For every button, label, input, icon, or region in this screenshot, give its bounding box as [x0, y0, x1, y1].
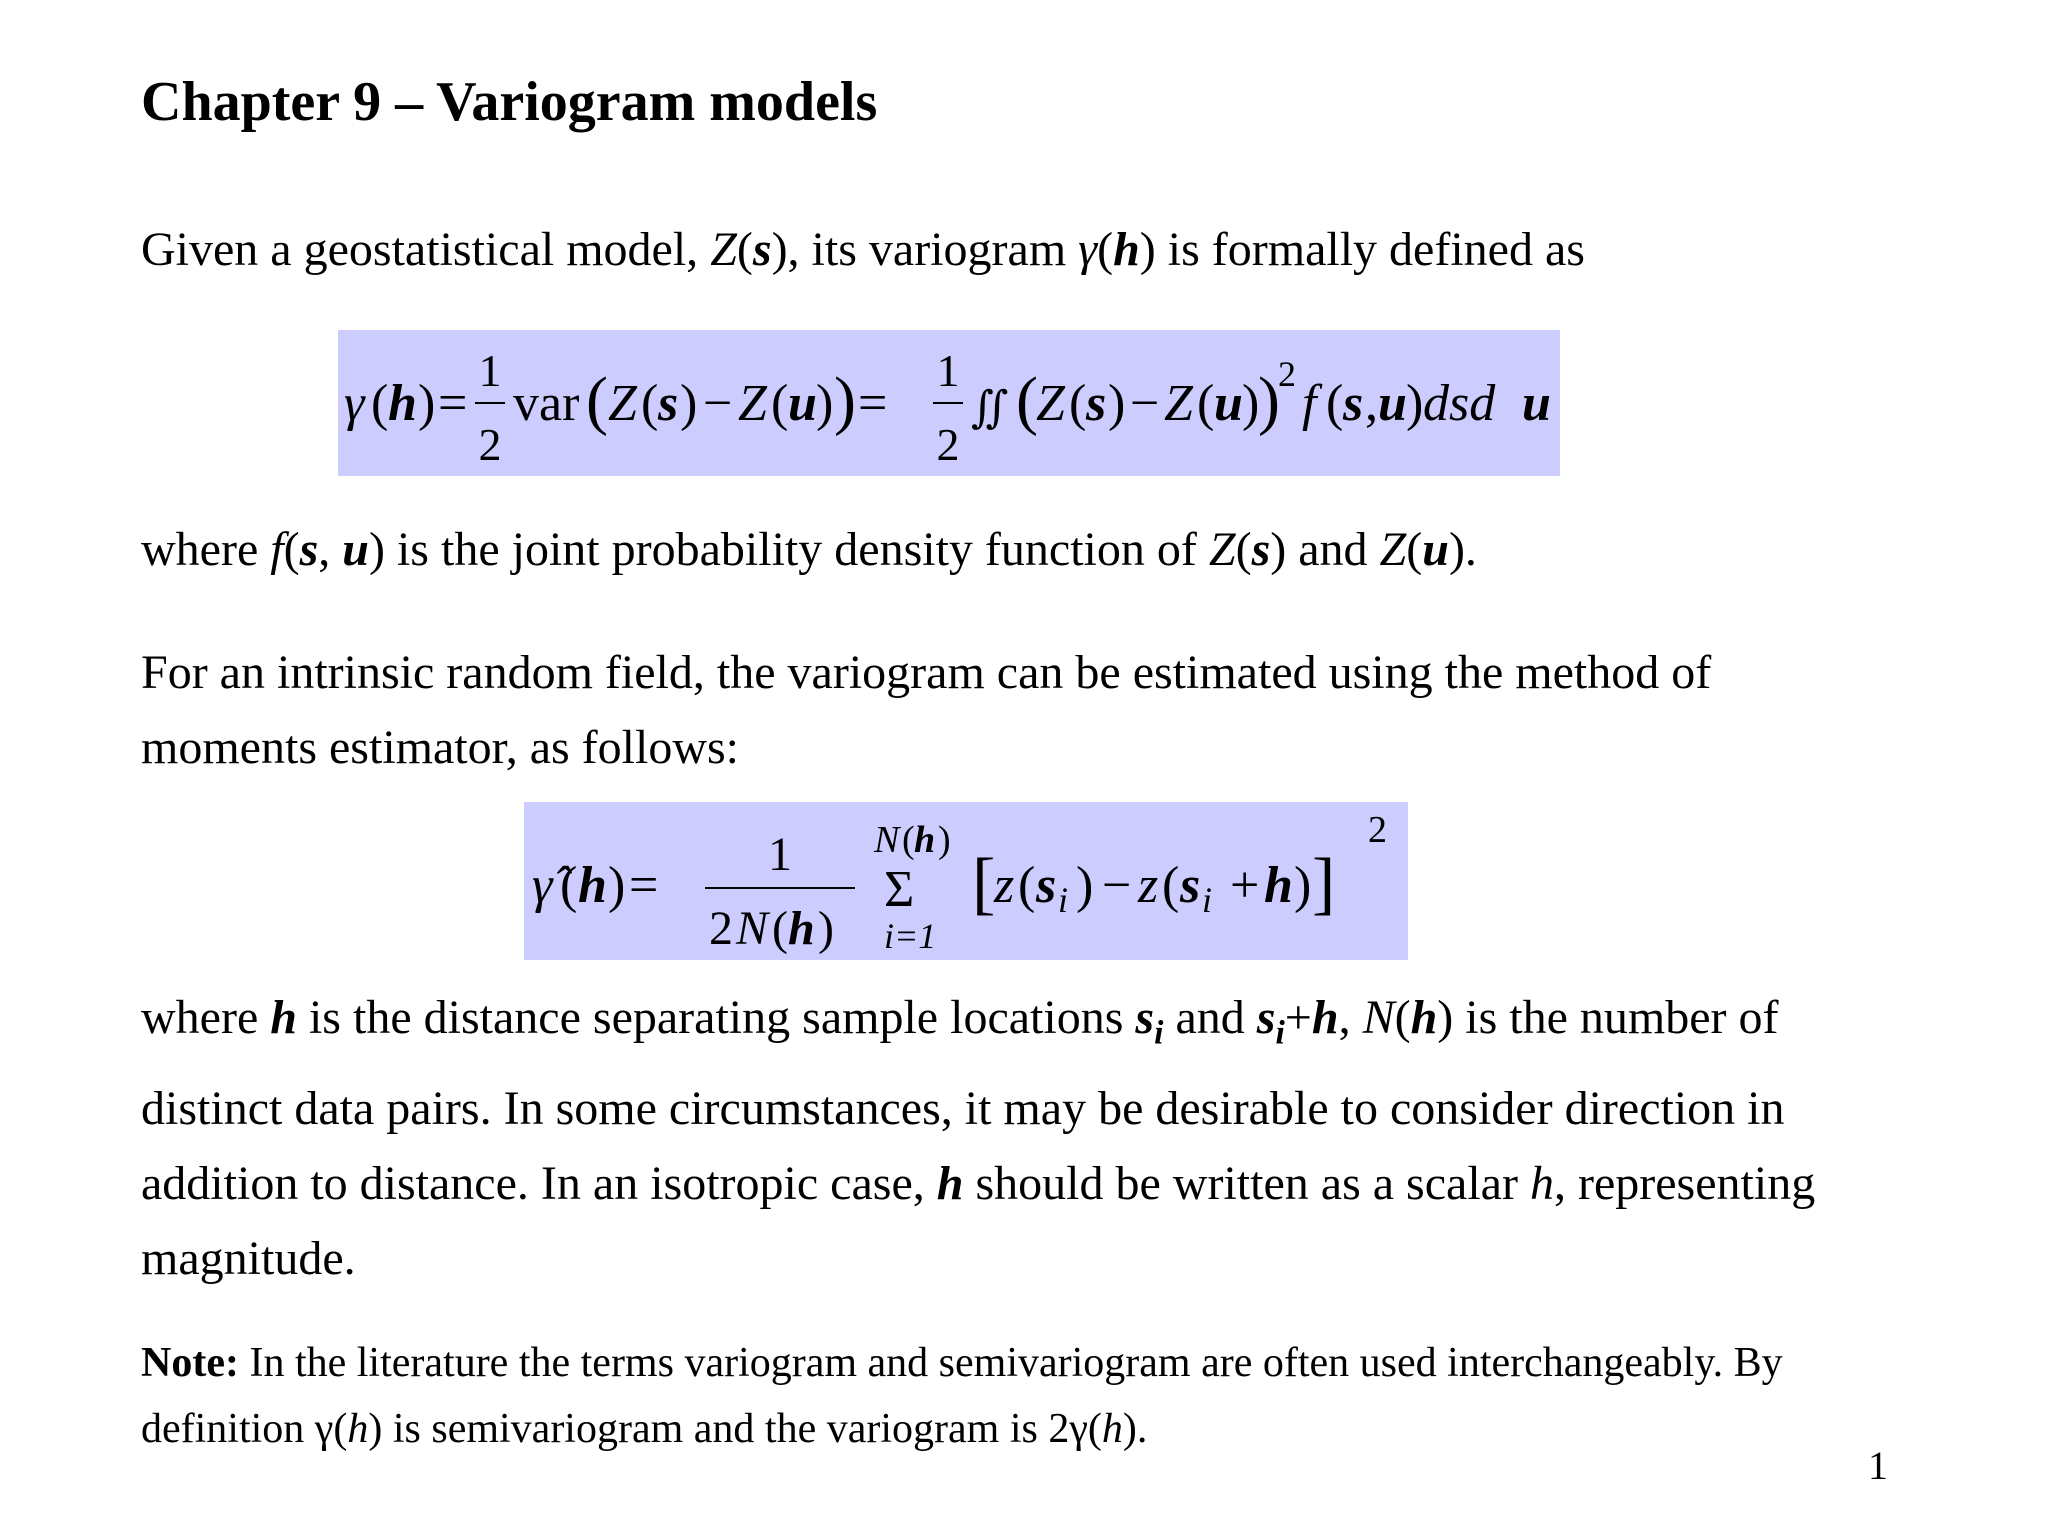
eq2-power: 2: [1368, 809, 1387, 851]
svg-text:(: (: [586, 364, 608, 437]
page-title: Chapter 9 – Variogram models: [141, 71, 878, 133]
intrinsic-paragraph: [141, 635, 1711, 785]
eq1-Z-3: Z: [1036, 375, 1065, 432]
note-label: Note:: [141, 1340, 239, 1386]
svg-text:): ): [1076, 857, 1094, 914]
eq1-u-1: u: [788, 375, 817, 432]
svg-text:(: (: [1197, 375, 1215, 432]
intro-h: h: [1113, 223, 1140, 276]
eq1-double-integral: ∬: [971, 383, 1009, 432]
eq2-i-1: i: [1058, 880, 1069, 920]
eq1-minus-2: −: [1130, 375, 1160, 432]
svg-text:): ): [938, 819, 951, 861]
eq1-f: f: [1302, 375, 1317, 432]
eq1-s-2: s: [1086, 375, 1107, 432]
eq1-var: var: [513, 375, 580, 432]
eq1-s-1: s: [658, 375, 679, 432]
eq1-gamma: γ: [344, 375, 365, 432]
eq2-h-2: h: [1264, 857, 1293, 914]
eq2-h-1: h: [578, 857, 607, 914]
svg-text:,: ,: [1365, 375, 1378, 432]
intro-text-3: ) is formally defined as: [1139, 223, 1585, 276]
intro-text-2: ), its variogram: [771, 223, 1079, 276]
distance-line-2: distinct data pairs. In some circumstances, it may be desirable to consider direction in: [141, 1081, 1785, 1135]
intro-text-1: Given a geostatistical model,: [141, 223, 711, 276]
eq1-power: 2: [1278, 354, 1296, 394]
eq1-u-3: u: [1378, 375, 1407, 432]
eq2-s-2: s: [1180, 857, 1201, 914]
eq1-Z-1: Z: [608, 375, 637, 432]
svg-text:]: ]: [1312, 845, 1336, 922]
eq2-z-2: z: [1138, 857, 1159, 914]
eq2-sum-upper-h: h: [914, 819, 936, 861]
eq2-frac-numerator: 1: [768, 828, 792, 881]
intro-s: s: [752, 223, 772, 276]
note-paragraph: [141, 1330, 1783, 1462]
svg-text:(: (: [371, 375, 389, 432]
intro-gamma: γ: [1078, 223, 1098, 276]
svg-text:(: (: [1326, 375, 1344, 432]
eq1-u-2: u: [1214, 375, 1243, 432]
svg-text:(: (: [641, 375, 659, 432]
svg-text:): ): [608, 857, 626, 914]
eq1-Z-2: Z: [738, 375, 767, 432]
eq2-plus: +: [1230, 857, 1260, 914]
eq2-equals: =: [629, 857, 659, 914]
joint-density-sentence: where f(s, u) is the joint probability density function of Z(s) and Z(u).: [141, 523, 1477, 576]
svg-text:(: (: [772, 902, 788, 955]
distance-line-4: magnitude.: [141, 1231, 356, 1285]
page-number: 1: [1868, 1443, 1888, 1488]
eq1-frac2-denominator: 2: [936, 419, 960, 470]
intrinsic-line-2: moments estimator, as follows:: [141, 721, 740, 774]
distance-paragraph: [141, 980, 1815, 1296]
eq1-equals-2: =: [858, 375, 888, 432]
eq1-frac2-numerator: 1: [936, 345, 960, 396]
svg-text:): ): [834, 364, 856, 437]
svg-text:): ): [680, 375, 698, 432]
svg-text:(: (: [1018, 857, 1036, 914]
svg-text:): ): [1294, 857, 1312, 914]
eq2-gamma-hat: γ̂: [532, 857, 553, 914]
eq2-sum-upper-N: N: [874, 819, 900, 861]
svg-text:): ): [818, 902, 834, 955]
svg-text:): ): [418, 375, 436, 432]
eq1-equals-1: =: [438, 375, 468, 432]
svg-text:): ): [1406, 375, 1424, 432]
eq2-frac-N: N: [736, 902, 769, 955]
eq1-frac1-numerator: 1: [478, 345, 502, 396]
svg-text:): ): [816, 375, 834, 432]
eq1-h: h: [388, 375, 417, 432]
eq2-frac-h: h: [788, 902, 815, 955]
eq1-u-end: u: [1522, 375, 1551, 432]
svg-text:(: (: [1016, 364, 1038, 437]
variogram-definition-equation: [338, 330, 1560, 476]
eq1-dsd: dsd: [1423, 375, 1496, 432]
eq2-s-1: s: [1036, 857, 1057, 914]
eq2-z-1: z: [994, 857, 1015, 914]
svg-text:(: (: [1069, 375, 1087, 432]
distance-line-3: addition to distance. In an isotropic case, h should be written as a scalar h, representing: [141, 1156, 1816, 1210]
intro-Z: Z: [710, 223, 737, 276]
distance-line-1: where h is the distance separating sample locations $s_i$ and $s_i+h$, N(h) is the number of: [141, 991, 1779, 1052]
svg-text:): ): [1242, 375, 1260, 432]
eq1-s-3: s: [1343, 375, 1364, 432]
moments-estimator-equation: [524, 802, 1408, 960]
where1-f: f: [270, 523, 284, 576]
eq1-frac1-denominator: 2: [478, 419, 502, 470]
eq1-Z-4: Z: [1164, 375, 1193, 432]
svg-text:): ): [1108, 375, 1126, 432]
equation1-svg: [338, 330, 1560, 476]
eq1-minus-1: −: [703, 375, 733, 432]
svg-text:(: (: [771, 375, 789, 432]
eq2-i-2: i: [1202, 880, 1213, 920]
svg-text:): ): [1258, 364, 1280, 437]
eq2-frac-2: 2: [709, 902, 733, 955]
eq2-minus: −: [1102, 857, 1132, 914]
intrinsic-line-1: For an intrinsic random field, the variogram can be estimated using the method of: [141, 646, 1712, 699]
note-line-2: definition γ(h) is semivariogram and the variogram is 2γ(h).: [141, 1406, 1148, 1452]
intro-paragraph: Given a geostatistical model, Z(s), its variogram γ(h) is formally defined as: [141, 223, 1585, 276]
svg-text:(: (: [902, 819, 915, 861]
svg-text:(: (: [1162, 857, 1180, 914]
equation2-svg: [524, 802, 1408, 960]
eq2-sum-sign: Σ: [884, 861, 915, 918]
svg-text:(: (: [560, 857, 578, 914]
svg-text:[: [: [972, 845, 996, 922]
note-line-1: Note: In the literature the terms variogram and semivariogram are often used interchangeably. By: [141, 1340, 1783, 1386]
eq2-sum-lower: i=1: [884, 916, 937, 956]
